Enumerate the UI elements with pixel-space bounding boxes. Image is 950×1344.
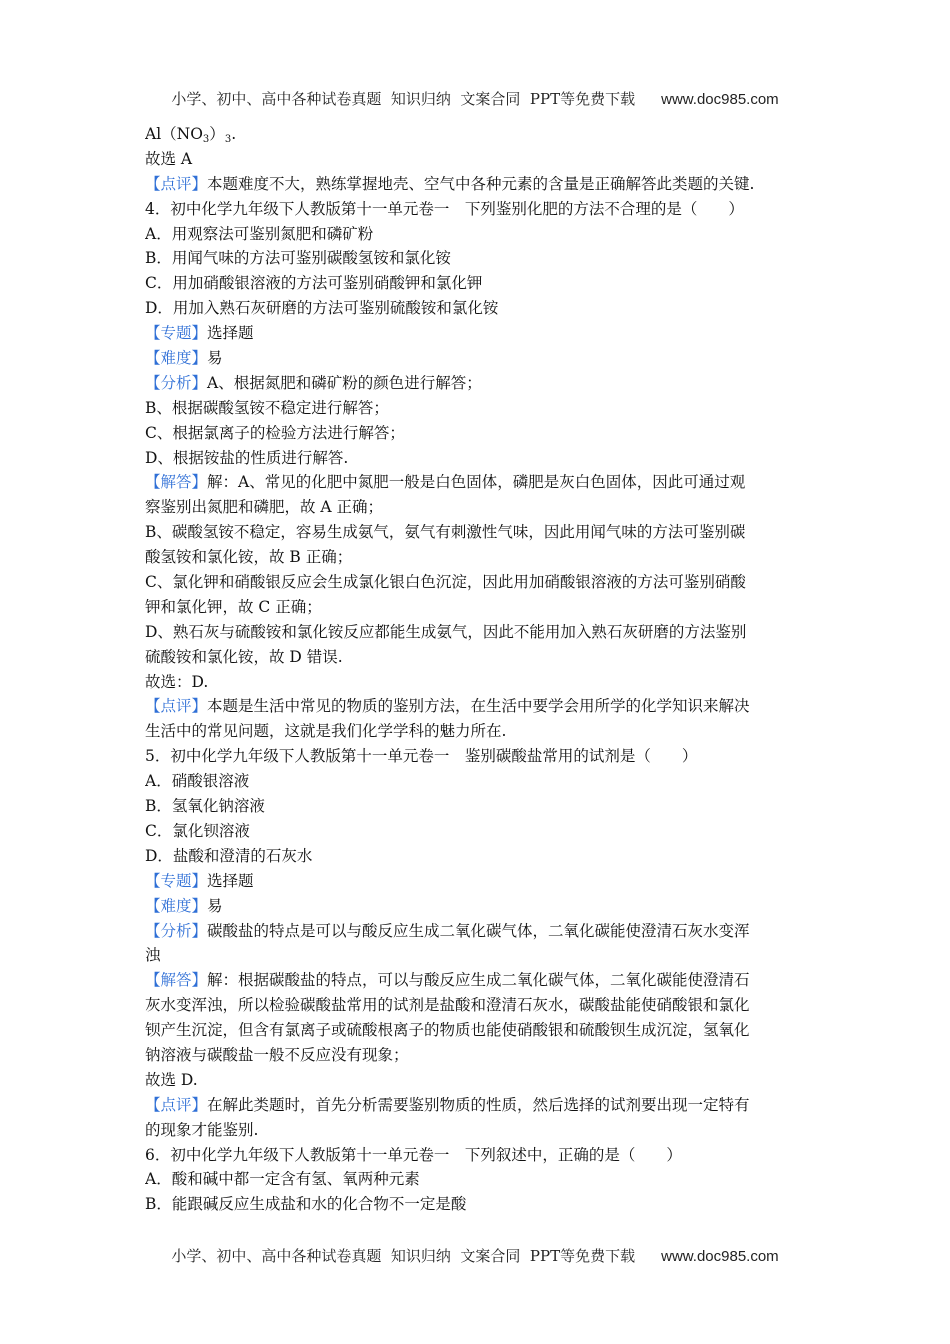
text-line [145, 296, 815, 321]
text-line [145, 570, 815, 595]
line-text: A、根据氮肥和磷矿粉的颜色进行解答； [207, 373, 482, 392]
text-lines [145, 147, 815, 1217]
formula-subscript: 3 [224, 134, 232, 145]
text-line [145, 147, 815, 172]
text-line [145, 172, 815, 197]
line-text: 硫酸铵和氯化铵，故 D 错误. [145, 647, 343, 666]
text-line [145, 993, 815, 1018]
text-line [145, 421, 815, 446]
text-line [145, 719, 815, 744]
line-text: 解：A、常见的化肥中氮肥一般是白色固体，磷肥是灰白色固体，因此可通过观 [207, 473, 746, 492]
line-text: 碳酸盐的特点是可以与酸反应生成二氧化碳气体，二氧化碳能使澄清石灰水变浑 [207, 921, 750, 940]
line-text: D．用加入熟石灰研磨的方法可鉴别硫酸铵和氯化铵 [145, 299, 499, 318]
line-text: C．用加硝酸银溶液的方法可鉴别硝酸钾和氯化钾 [145, 274, 483, 293]
formula-part: ） [209, 125, 225, 143]
line-text: 灰水变浑浊，所以检验碳酸盐常用的试剂是盐酸和澄清石灰水，碳酸盐能使硝酸银和氯化 [145, 996, 750, 1015]
line-text: C．氯化钡溶液 [145, 821, 250, 840]
line-text: 本题是生活中常见的物质的鉴别方法，在生活中要学会用所学的化学知识来解决 [207, 697, 750, 716]
line-text: C、氯化钾和硝酸银反应会生成氯化银白色沉淀，因此用加硝酸银溶液的方法可鉴别硝酸 [145, 573, 746, 592]
text-line [145, 694, 815, 719]
formula-line [145, 122, 815, 147]
text-line [145, 645, 815, 670]
section-tag: 【分析】 [145, 373, 208, 392]
text-line [145, 943, 815, 968]
line-text: 解：根据碳酸盐的特点，可以与酸反应生成二氧化碳气体，二氧化碳能使澄清石 [207, 971, 750, 990]
line-text: 选择题 [207, 324, 254, 343]
text-line [145, 271, 815, 296]
line-text: B．能跟碱反应生成盐和水的化合物不一定是酸 [145, 1195, 467, 1214]
line-text: 易 [207, 896, 223, 915]
line-text: 本题难度不大，熟练掌握地壳、空气中各种元素的含量是正确解答此类题的关键. [207, 174, 755, 193]
text-line [145, 222, 815, 247]
page-footer [0, 1245, 950, 1266]
formula-part: Al（NO [145, 125, 203, 143]
text-line [145, 844, 815, 869]
text-line [145, 670, 815, 695]
section-tag: 【点评】 [145, 697, 208, 716]
text-line [145, 744, 815, 769]
footer-text: 小学、初中、高中各种试卷真题 知识归纳 文案合同 PPT等免费下载 [171, 1247, 636, 1265]
text-line [145, 520, 815, 545]
footer-site[interactable]: www.doc985.com [661, 1248, 779, 1265]
line-text: 5．初中化学九年级下人教版第十一单元卷一 鉴别碳酸盐常用的试剂是（ ） [145, 747, 698, 766]
text-line [145, 1068, 815, 1093]
text-line [145, 495, 815, 520]
text-line [145, 246, 815, 271]
text-line [145, 470, 815, 495]
section-tag: 【解答】 [145, 971, 208, 990]
line-text: 察鉴别出氮肥和磷肥，故 A 正确； [145, 498, 384, 517]
text-line [145, 1018, 815, 1043]
line-text: 故选 A [145, 149, 193, 168]
page-header [0, 88, 950, 109]
text-line [145, 620, 815, 645]
section-tag: 【分析】 [145, 921, 208, 940]
formula-subscript: 3 [202, 134, 210, 145]
text-line [145, 794, 815, 819]
line-text: A．酸和碱中都一定含有氢、氧两种元素 [145, 1170, 420, 1189]
line-text: 的现象才能鉴别. [145, 1120, 259, 1139]
text-line [145, 1118, 815, 1143]
text-line [145, 197, 815, 222]
text-line [145, 1043, 815, 1068]
text-line [145, 1167, 815, 1192]
line-text: 易 [207, 349, 223, 368]
line-text: 钡产生沉淀，但含有氯离子或硫酸根离子的物质也能使硝酸银和硫酸钡生成沉淀，氢氧化 [145, 1021, 750, 1040]
text-line [145, 396, 815, 421]
section-tag: 【解答】 [145, 473, 208, 492]
text-line [145, 869, 815, 894]
formula-part: . [231, 125, 237, 143]
text-line [145, 894, 815, 919]
line-text: B．氢氧化钠溶液 [145, 797, 265, 816]
line-text: 浊 [145, 946, 161, 965]
text-line [145, 919, 815, 944]
line-text: D、根据铵盐的性质进行解答. [145, 448, 349, 467]
text-line [145, 346, 815, 371]
text-line [145, 769, 815, 794]
text-line [145, 819, 815, 844]
line-text: 在解此类题时，首先分析需要鉴别物质的性质，然后选择的试剂要出现一定特有 [207, 1095, 750, 1114]
text-line [145, 371, 815, 396]
header-text: 小学、初中、高中各种试卷真题 知识归纳 文案合同 PPT等免费下载 [171, 90, 636, 108]
section-tag: 【点评】 [145, 174, 208, 193]
text-line [145, 1192, 815, 1217]
line-text: 故选 D. [145, 1070, 198, 1089]
line-text: 故选：D. [145, 672, 209, 691]
line-text: 6．初中化学九年级下人教版第十一单元卷一 下列叙述中，正确的是（ ） [145, 1145, 682, 1164]
line-text: 生活中的常见问题，这就是我们化学学科的魅力所在. [145, 722, 507, 741]
line-text: D、熟石灰与硫酸铵和氯化铵反应都能生成氨气，因此不能用加入熟石灰研磨的方法鉴别 [145, 622, 747, 641]
line-text: 钾和氯化钾，故 C 正确； [145, 597, 322, 616]
line-text: D．盐酸和澄清的石灰水 [145, 846, 313, 865]
line-text: 4．初中化学九年级下人教版第十一单元卷一 下列鉴别化肥的方法不合理的是（ ） [145, 199, 744, 218]
section-tag: 【难度】 [145, 896, 208, 915]
text-line [145, 1143, 815, 1168]
line-text: B、根据碳酸氢铵不稳定进行解答； [145, 398, 389, 417]
text-line [145, 595, 815, 620]
line-text: B．用闻气味的方法可鉴别碳酸氢铵和氯化铵 [145, 249, 451, 268]
text-line [145, 968, 815, 993]
line-text: A．用观察法可鉴别氮肥和磷矿粉 [145, 224, 374, 243]
section-tag: 【专题】 [145, 871, 208, 890]
text-line [145, 446, 815, 471]
line-text: 选择题 [207, 871, 254, 890]
text-line [145, 321, 815, 346]
text-line [145, 1093, 815, 1118]
line-text: C、根据氯离子的检验方法进行解答； [145, 423, 405, 442]
text-line [145, 545, 815, 570]
document-body [145, 122, 815, 1217]
section-tag: 【专题】 [145, 324, 208, 343]
section-tag: 【难度】 [145, 349, 208, 368]
line-text: A．硝酸银溶液 [145, 772, 250, 791]
header-site[interactable]: www.doc985.com [661, 91, 779, 108]
section-tag: 【点评】 [145, 1095, 208, 1114]
line-text: 酸氢铵和氯化铵，故 B 正确； [145, 548, 353, 567]
line-text: B、碳酸氢铵不稳定，容易生成氨气，氨气有刺激性气味，因此用闻气味的方法可鉴别碳 [145, 523, 746, 542]
line-text: 钠溶液与碳酸盐一般不反应没有现象； [145, 1045, 409, 1064]
